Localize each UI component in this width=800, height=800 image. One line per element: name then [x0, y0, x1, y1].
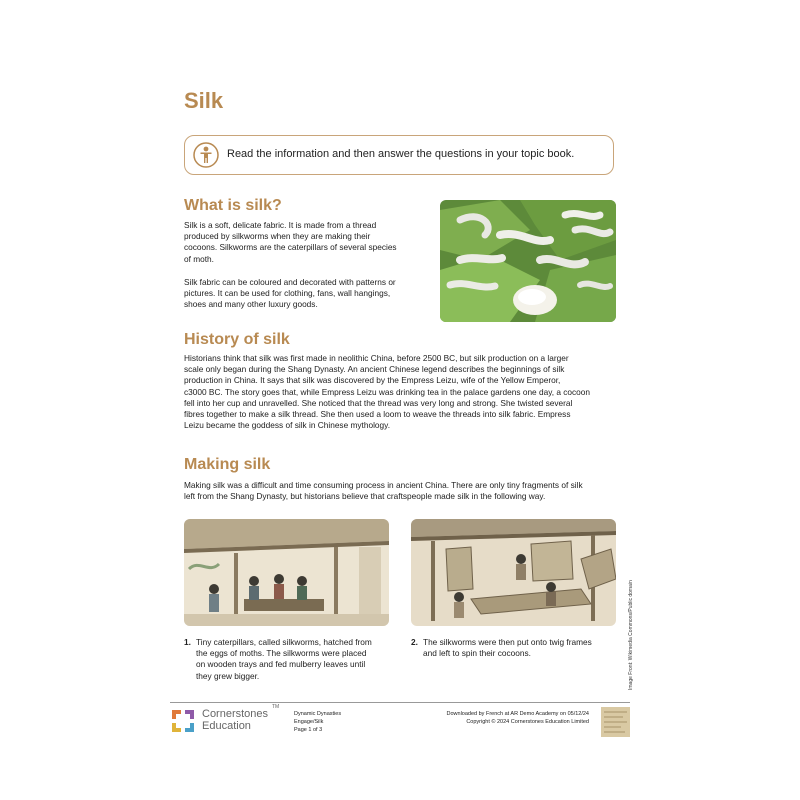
illustration-twig-frames: [411, 519, 616, 626]
heading-what-is-silk: What is silk?: [184, 197, 282, 214]
footer-topic-info: Dynamic Dynasties Engage/Silk Page 1 of 3: [294, 711, 342, 733]
what-is-silk-paragraph-1: Silk is a soft, delicate fabric. It is made from a thread produced by silkworms when they are making their cocoons. Silkworms are the caterpillars of several species of moth.: [184, 220, 397, 264]
document-thumbnail: [601, 707, 630, 737]
heading-history-of-silk: History of silk: [184, 331, 290, 348]
step-2-caption: 2. The silkworms were then put onto twig frames and left to spin their cocoons.: [411, 637, 592, 659]
instruction-text: Read the information and then answer the questions in your topic book.: [227, 148, 575, 160]
what-is-silk-paragraph-2: Silk fabric can be coloured and decorated with patterns or pictures. It can be used for clothing, fans, wall hangings, shoes and many other luxury goods.: [184, 277, 396, 310]
brand-name: Cornerstones Education: [202, 708, 269, 732]
history-paragraph: Historians think that silk was first made in neolithic China, before 2500 BC, but silk production on a larger scale only began during the Shang Dynasty. An ancient Chinese legend describes the beginnings of silk production in China. It says that silk was discovered by the Empress Leizu, wife of the Yellow Emperor, c3000 BC. The story goes that, while Empress Leizu was drinking tea in the palace gardens one day, a cocoon fell into her cup and unravelled. She noticed that the thread was very long and strong. She twisted several fibres together to make a silk thread. She then used a loom to weave the threads into silk fabric. Empress Leizu became the goddess of silk in Chinese mythology.: [184, 353, 591, 431]
illustration-feeding-silkworms: [184, 519, 389, 626]
footer-divider: [170, 702, 630, 703]
making-silk-paragraph: Making silk was a difficult and time consuming process in ancient China. There are only tiny fragments of silk left from the Shang Dynasty, but historians believe that craftspeople made silk in the following way.: [184, 480, 583, 502]
cornerstones-logo-icon: [170, 708, 196, 734]
instruction-box: [184, 135, 614, 175]
heading-making-silk: Making silk: [184, 456, 271, 473]
footer-download-info: Downloaded by French at AR Demo Academy on 05/12/24 Copyright © 2024 Cornerstones Education Limited: [446, 711, 589, 725]
page-title: Silk: [184, 88, 224, 113]
person-icon: [193, 142, 219, 168]
step-1-caption: 1. Tiny caterpillars, called silkworms, hatched from the eggs of moths. The silkworms were placed on wooden trays and fed mulberry leaves until they grew bigger.: [184, 637, 372, 681]
silkworm-photo: [440, 200, 616, 322]
image-credit: Image Front: Wikimedia Commons/Public domain: [628, 580, 634, 690]
trademark: TM: [272, 704, 280, 710]
